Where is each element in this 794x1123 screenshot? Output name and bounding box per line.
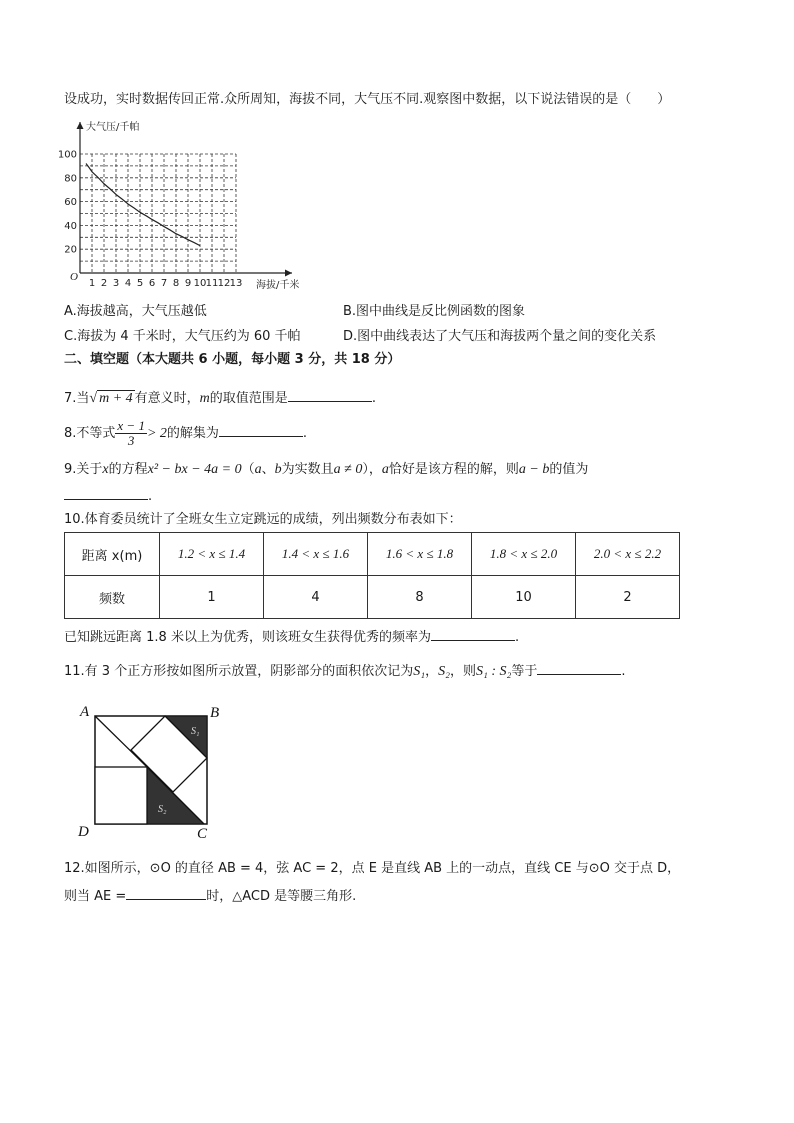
frequency-table [64,532,680,619]
q6-option-b: B.图中曲线是反比例函数的图象 [343,304,526,319]
question-9-blank-line: . [64,485,152,506]
x-tick-label: 7 [160,278,168,289]
squares-figure [76,700,226,842]
table-cell: 1.4 < x ≤ 1.6 [264,533,368,576]
label-s1: S₁ [191,726,200,737]
q6-option-d: D.图中曲线表达了大气压和海拔两个量之间的变化关系 [343,329,657,344]
x-tick-label: 2 [100,278,108,289]
x-axis-label: 海拔/千米 [256,280,300,291]
altitude-pressure-chart [57,118,320,296]
y-axis-label: 大气压/千帕 [86,122,140,133]
x-tick-label: 4 [124,278,132,289]
x-tick-label: 5 [136,278,144,289]
table-row [65,576,680,619]
table-cell: 4 [264,576,368,619]
q10-follow: 已知跳远距离 1.8 米以上为优秀，则该班女生获得优秀的频率为 . [64,626,519,647]
x-tick-label: 12 [217,278,231,289]
answer-blank-7[interactable] [288,387,372,402]
label-b: B [210,705,220,721]
table-cell: 1.6 < x ≤ 1.8 [368,533,472,576]
question-11: 11.有 3 个正方形按如图所示放置，阴影部分的面积依次记为S₁，S₂，则S₁ : S₂等于 . [64,660,626,681]
label-d: D [78,824,89,840]
answer-blank-9[interactable] [64,485,148,500]
label-c: C [197,826,208,842]
table-cell: 2 [576,576,680,619]
table-cell: 1.8 < x ≤ 2.0 [472,533,576,576]
x-tick-label: 6 [148,278,156,289]
y-tick-label: 60 [64,197,77,209]
answer-blank-10[interactable] [431,626,515,641]
table-cell: 10 [472,576,576,619]
question-8: 8.不等式 $\frac{x - 1}{3}$ > 2的解集为 . [64,418,308,448]
q12-line1: 12.如图所示，⊙O 的直径 AB = 4，弦 AC = 2，点 E 是直线 AB 上的一动点，直线 CE 与⊙O 交于点 D， [64,861,681,876]
y-tick-label: 100 [57,149,77,161]
label-s2: S₂ [158,804,167,815]
q12-line2: 则当 AE = 时，△ACD 是等腰三角形. [64,885,356,906]
label-a: A [80,704,90,720]
question-7: 7.当√ m + 4 有意义时，m的取值范围是 . [64,387,376,408]
answer-blank-8[interactable] [219,422,303,437]
answer-blank-11[interactable] [537,660,621,675]
q6-option-c: C.海拔为 4 千米时，大气压约为 60 千帕 [64,329,301,344]
y-tick-label: 40 [64,220,77,232]
origin-label: O [70,271,78,283]
table-cell: 8 [368,576,472,619]
table-header-distance: 距离 x(m) [65,533,160,576]
y-tick-label: 80 [64,173,77,185]
q10-stem: 10.体育委员统计了全班女生立定跳远的成绩，列出频数分布表如下： [64,512,462,527]
question-9: 9.关于x的方程x² − bx − 4a = 0（a、b为实数且a ≠ 0），a恰好是该方程的解，则a − b的值为 [64,462,589,477]
x-tick-label: 8 [172,278,180,289]
table-header-freq: 频数 [65,576,160,619]
section-title: 二、填空题（本大题共 6 小题，每小题 3 分，共 18 分） [64,352,401,367]
y-tick-label: 20 [64,244,77,256]
x-tick-label: 3 [112,278,120,289]
q6-stem: 设成功，实时数据传回正常.众所周知，海拔不同，大气压不同.观察图中数据，以下说法错误的是（ ） [64,92,671,107]
x-tick-label: 11 [205,278,219,289]
x-tick-label: 9 [184,278,192,289]
table-cell: 1.2 < x ≤ 1.4 [160,533,264,576]
pressure-curve [86,164,200,246]
x-tick-label: 10 [193,278,207,289]
x-tick-label: 1 [88,278,96,289]
table-row [65,533,680,576]
table-cell: 2.0 < x ≤ 2.2 [576,533,680,576]
fraction: $\frac{x - 1}{3}$ [117,418,145,448]
answer-blank-12[interactable] [126,885,206,900]
x-tick-label: 13 [229,278,243,289]
q6-option-a: A.海拔越高，大气压越低 [64,304,207,319]
small-square [95,767,147,824]
table-cell: 1 [160,576,264,619]
